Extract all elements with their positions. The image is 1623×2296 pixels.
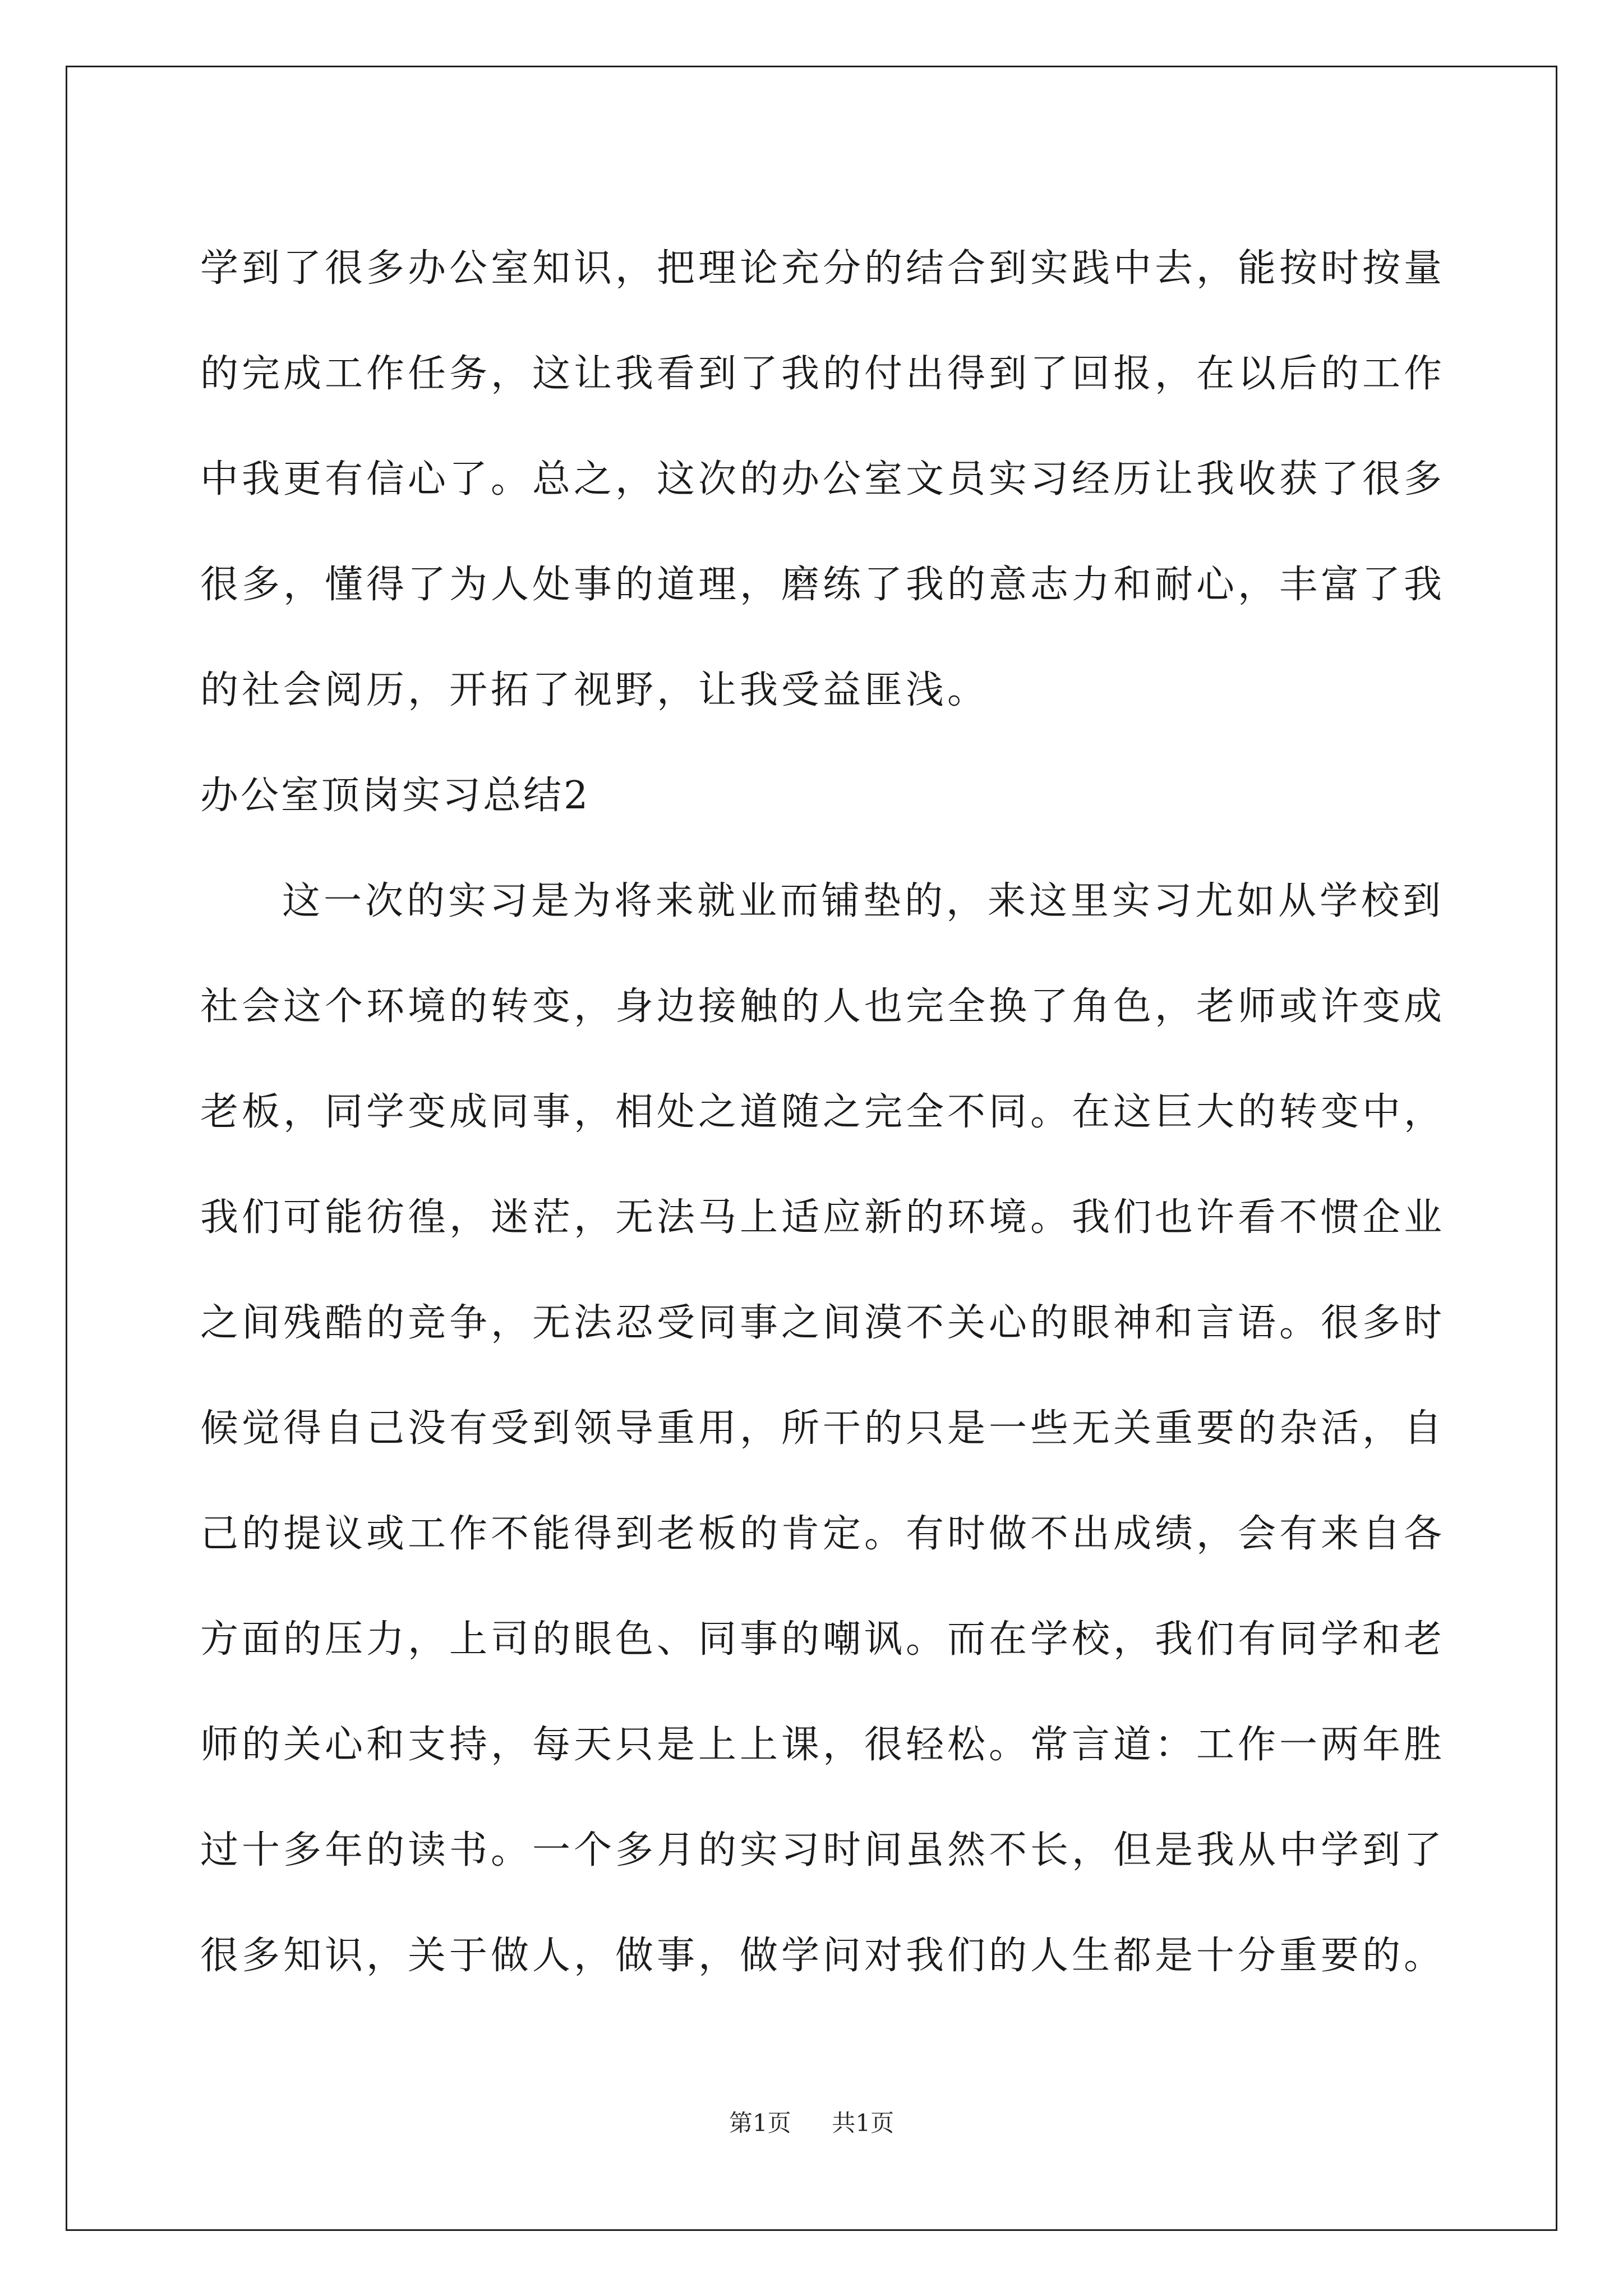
paragraph-summary [200, 849, 1446, 2009]
paragraph-continued [200, 216, 1446, 743]
text-line: 老板，同学变成同事，相处之道随之完全不同。在这巨大的转变中， [200, 1090, 1446, 1134]
section-heading: 办公室顶岗实习总结2 [200, 774, 591, 818]
text-line: 己的提议或工作不能得到老板的肯定。有时做不出成绩，会有来自各 [200, 1512, 1446, 1556]
text-line: 方面的压力，上司的眼色、同事的嘲讽。而在学校，我们有同学和老 [200, 1617, 1446, 1662]
text-line: 学到了很多办公室知识，把理论充分的结合到实践中去，能按时按量 [200, 246, 1446, 291]
page-footer [0, 2105, 1623, 2138]
text-line: 很多知识，关于做人，做事，做学问对我们的人生都是十分重要的。 [200, 1934, 1446, 1978]
text-line: 候觉得自己没有受到领导重用，所干的只是一些无关重要的杂活，自 [200, 1406, 1446, 1451]
text-line: 师的关心和支持，每天只是上上课，很轻松。常言道：工作一两年胜 [200, 1723, 1446, 1767]
text-line: 社会这个环境的转变，身边接触的人也完全换了角色，老师或许变成 [200, 984, 1446, 1029]
text-line: 这一次的实习是为将来就业而铺垫的，来这里实习尤如从学校到 [282, 879, 1445, 923]
page-number-total: 共1页 [832, 2109, 895, 2137]
text-line: 过十多年的读书。一个多月的实习时间虽然不长，但是我从中学到了 [200, 1828, 1446, 1872]
text-line: 之间残酷的竞争，无法忍受同事之间漠不关心的眼神和言语。很多时 [200, 1301, 1446, 1345]
document-body [200, 216, 1446, 2009]
text-line: 的社会阅历，开拓了视野，让我受益匪浅。 [200, 668, 989, 712]
text-line: 的完成工作任务，这让我看到了我的付出得到了回报，在以后的工作 [200, 352, 1446, 396]
text-line: 我们可能彷徨，迷茫，无法马上适应新的环境。我们也许看不惯企业 [200, 1195, 1446, 1240]
text-line: 很多，懂得了为人处事的道理，磨练了我的意志力和耐心，丰富了我 [200, 563, 1446, 607]
text-line: 中我更有信心了。总之，这次的办公室文员实习经历让我收获了很多 [200, 457, 1446, 501]
page-number-current: 第1页 [728, 2109, 791, 2137]
